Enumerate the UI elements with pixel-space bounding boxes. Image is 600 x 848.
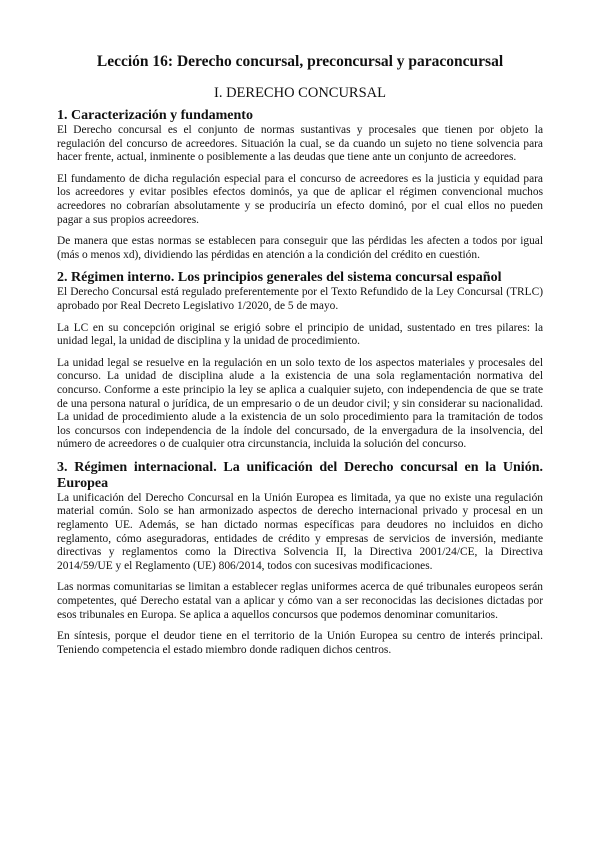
paragraph: El Derecho Concursal está regulado preferentemente por el Texto Refundido de la Ley Concursal (TRLC) aprobado por Real Decreto Legislativo 1/2020, de 5 de mayo.: [57, 286, 543, 312]
part-heading: I. DERECHO CONCURSAL: [214, 85, 386, 101]
section-heading: 1. Caracterización y fundamento: [57, 108, 253, 123]
paragraph: La LC en su concepción original se erigió sobre el principio de unidad, sustentado en tres pilares: la unidad legal, la unidad de disciplina y la unidad de procedimiento.: [57, 321, 543, 348]
paragraph: La unificación del Derecho Concursal en la Unión Europea es limitada, ya que no existe una regulación material común. Solo se han armonizado aspectos de derecho internacional privado y procesal en un reglamento UE. Además, se han dictado normas específicas para deudores no incluidos en dicho reglamento, cómo aseguradoras, entidades de crédito y empresas de servicios de inversión, mediante directivas y reglamentos como la Directiva Solvencia II, la Directiva 2001/24/CE, la Directiva 2014/59/UE y el Reglamento (UE) 806/2014, todos con sucesivas modificaciones.: [57, 491, 543, 572]
paragraph: El fundamento de dicha regulación especial para el concurso de acreedores es la justicia y equidad para los acreedores y evitar posibles efectos dominós, ya que de aplicar el régimen convencional muchos acreedores no cobrarían absolutamente y se produciría un efecto dominó, por el cual ellos no pueden pagar a sus propios acreedores.: [57, 172, 543, 226]
paragraph: Las normas comunitarias se limitan a establecer reglas uniformes acerca de qué tribunales europeos serán competentes, qué Derecho estatal van a aplicar y cómo van a ser reconocidas las decisiones dictadas por esos tribunales en Europa. Se aplica a aquellos concursos que podemos denominar comunitarios.: [57, 581, 543, 621]
section-2: [57, 270, 543, 452]
paragraph: El Derecho concursal es el conjunto de normas sustantivas y procesales que tienen por objeto la regulación del concurso de acreedores. Situación la cual, se da cuando un sujeto no tiene solvencia para hacer frente, actual, inminente o posiblemente a las deudas que tiene ante un conjunto de acreedores.: [57, 124, 543, 164]
section-3: [57, 460, 543, 658]
section-heading: 3. Régimen internacional. La unificación del Derecho concursal en la Unión. Europea: [57, 459, 543, 491]
document-title: Lección 16: Derecho concursal, preconcursal y paraconcursal: [96, 53, 504, 70]
paragraph: De manera que estas normas se establecen para conseguir que las pérdidas les afecten a todos por igual (más o menos xd), dividiendo las pérdidas en atención a la condición del crédito en cuestión.: [57, 235, 543, 261]
section-heading: 2. Régimen interno. Los principios generales del sistema concursal español: [57, 270, 502, 286]
paragraph: La unidad legal se resuelve en la regulación en un solo texto de los aspectos materiales y procesales del concurso. La unidad de disciplina alude a la existencia de una sola reglamentación normativa del concurso. Conforme a este principio la ley se aplica a cualquier sujeto, con independencia de que se trate de una persona natural o jurídica, de un empresario o de un deudor civil; y sin considerar su nacionalidad. La unidad de procedimiento alude a la existencia de un solo procedimiento para la tramitación de todos los concursos con independencia de la índole del concursado, de la envergadura de la insolvencia, del número de acreedores o de cualquier otra circunstancia, incluida la solución del concurso.: [57, 356, 543, 451]
paragraph: En síntesis, porque el deudor tiene en el territorio de la Unión Europea su centro de interés principal. Teniendo competencia el estado miembro donde radiquen dichos centros.: [57, 630, 543, 656]
section-1: [57, 108, 543, 262]
